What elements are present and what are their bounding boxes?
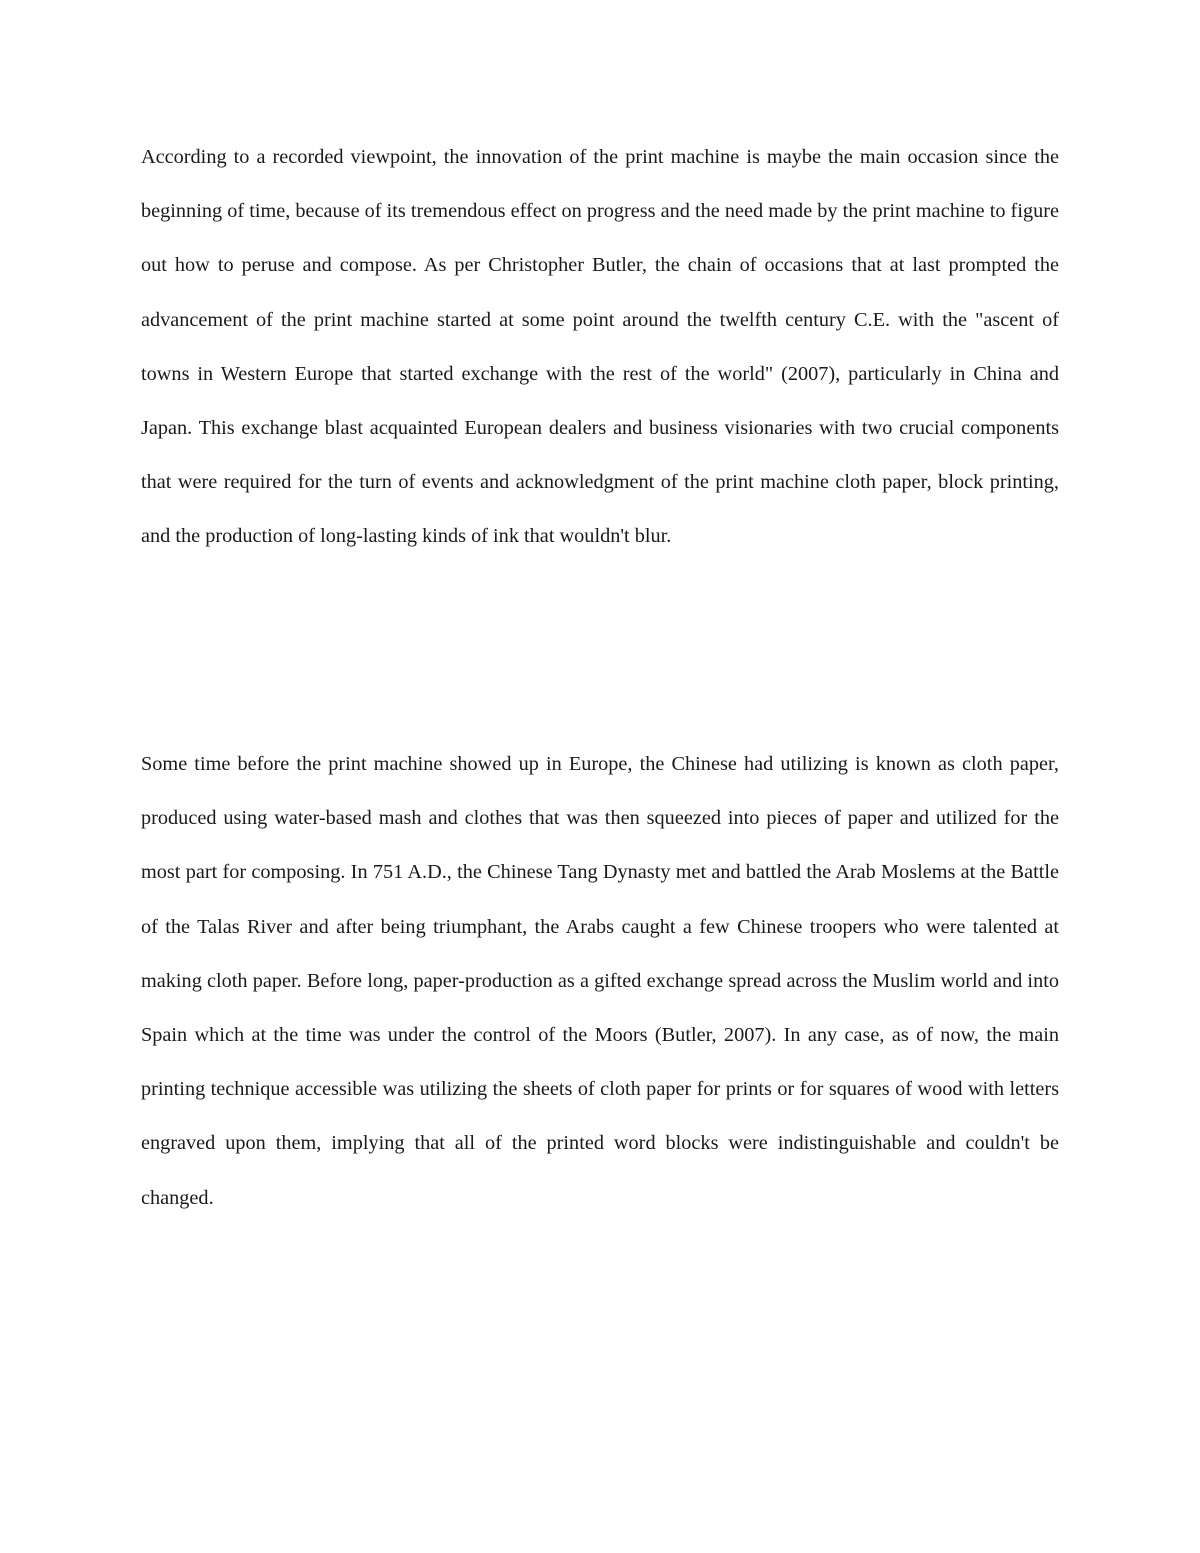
body-paragraph-2: Some time before the print machine showed up in Europe, the Chinese had utilizing is known as cloth paper, produced using water-based mash and clothes that was then squeezed into pieces of paper and utilized for the most part for composing. In 751 A.D., the Chinese Tang Dynasty met and battled the Arab Moslems at the Battle of the Talas River and after being triumphant, the Arabs caught a few Chinese troopers who were talented at making cloth paper. Before long, paper-production as a gifted exchange spread across the Muslim world and into Spain which at the time was under the control of the Moors (Butler, 2007). In any case, as of now, the main printing technique accessible was utilizing the sheets of cloth paper for prints or for squares of wood with letters engraved upon them, implying that all of the printed word blocks were indistinguishable and couldn't be changed.: [141, 753, 1059, 1209]
body-paragraph-1: According to a recorded viewpoint, the innovation of the print machine is maybe the main occasion since the beginning of time, because of its tremendous effect on progress and the need made by the print machine to figure out how to peruse and compose. As per Christopher Butler, the chain of occasions that at last prompted the advancement of the print machine started at some point around the twelfth century C.E. with the "ascent of towns in Western Europe that started exchange with the rest of the world" (2007), particularly in China and Japan. This exchange blast acquainted European dealers and business visionaries with two crucial components that were required for the turn of events and acknowledgment of the print machine cloth paper, block printing, and the production of long-lasting kinds of ink that wouldn't blur.: [141, 146, 1059, 548]
